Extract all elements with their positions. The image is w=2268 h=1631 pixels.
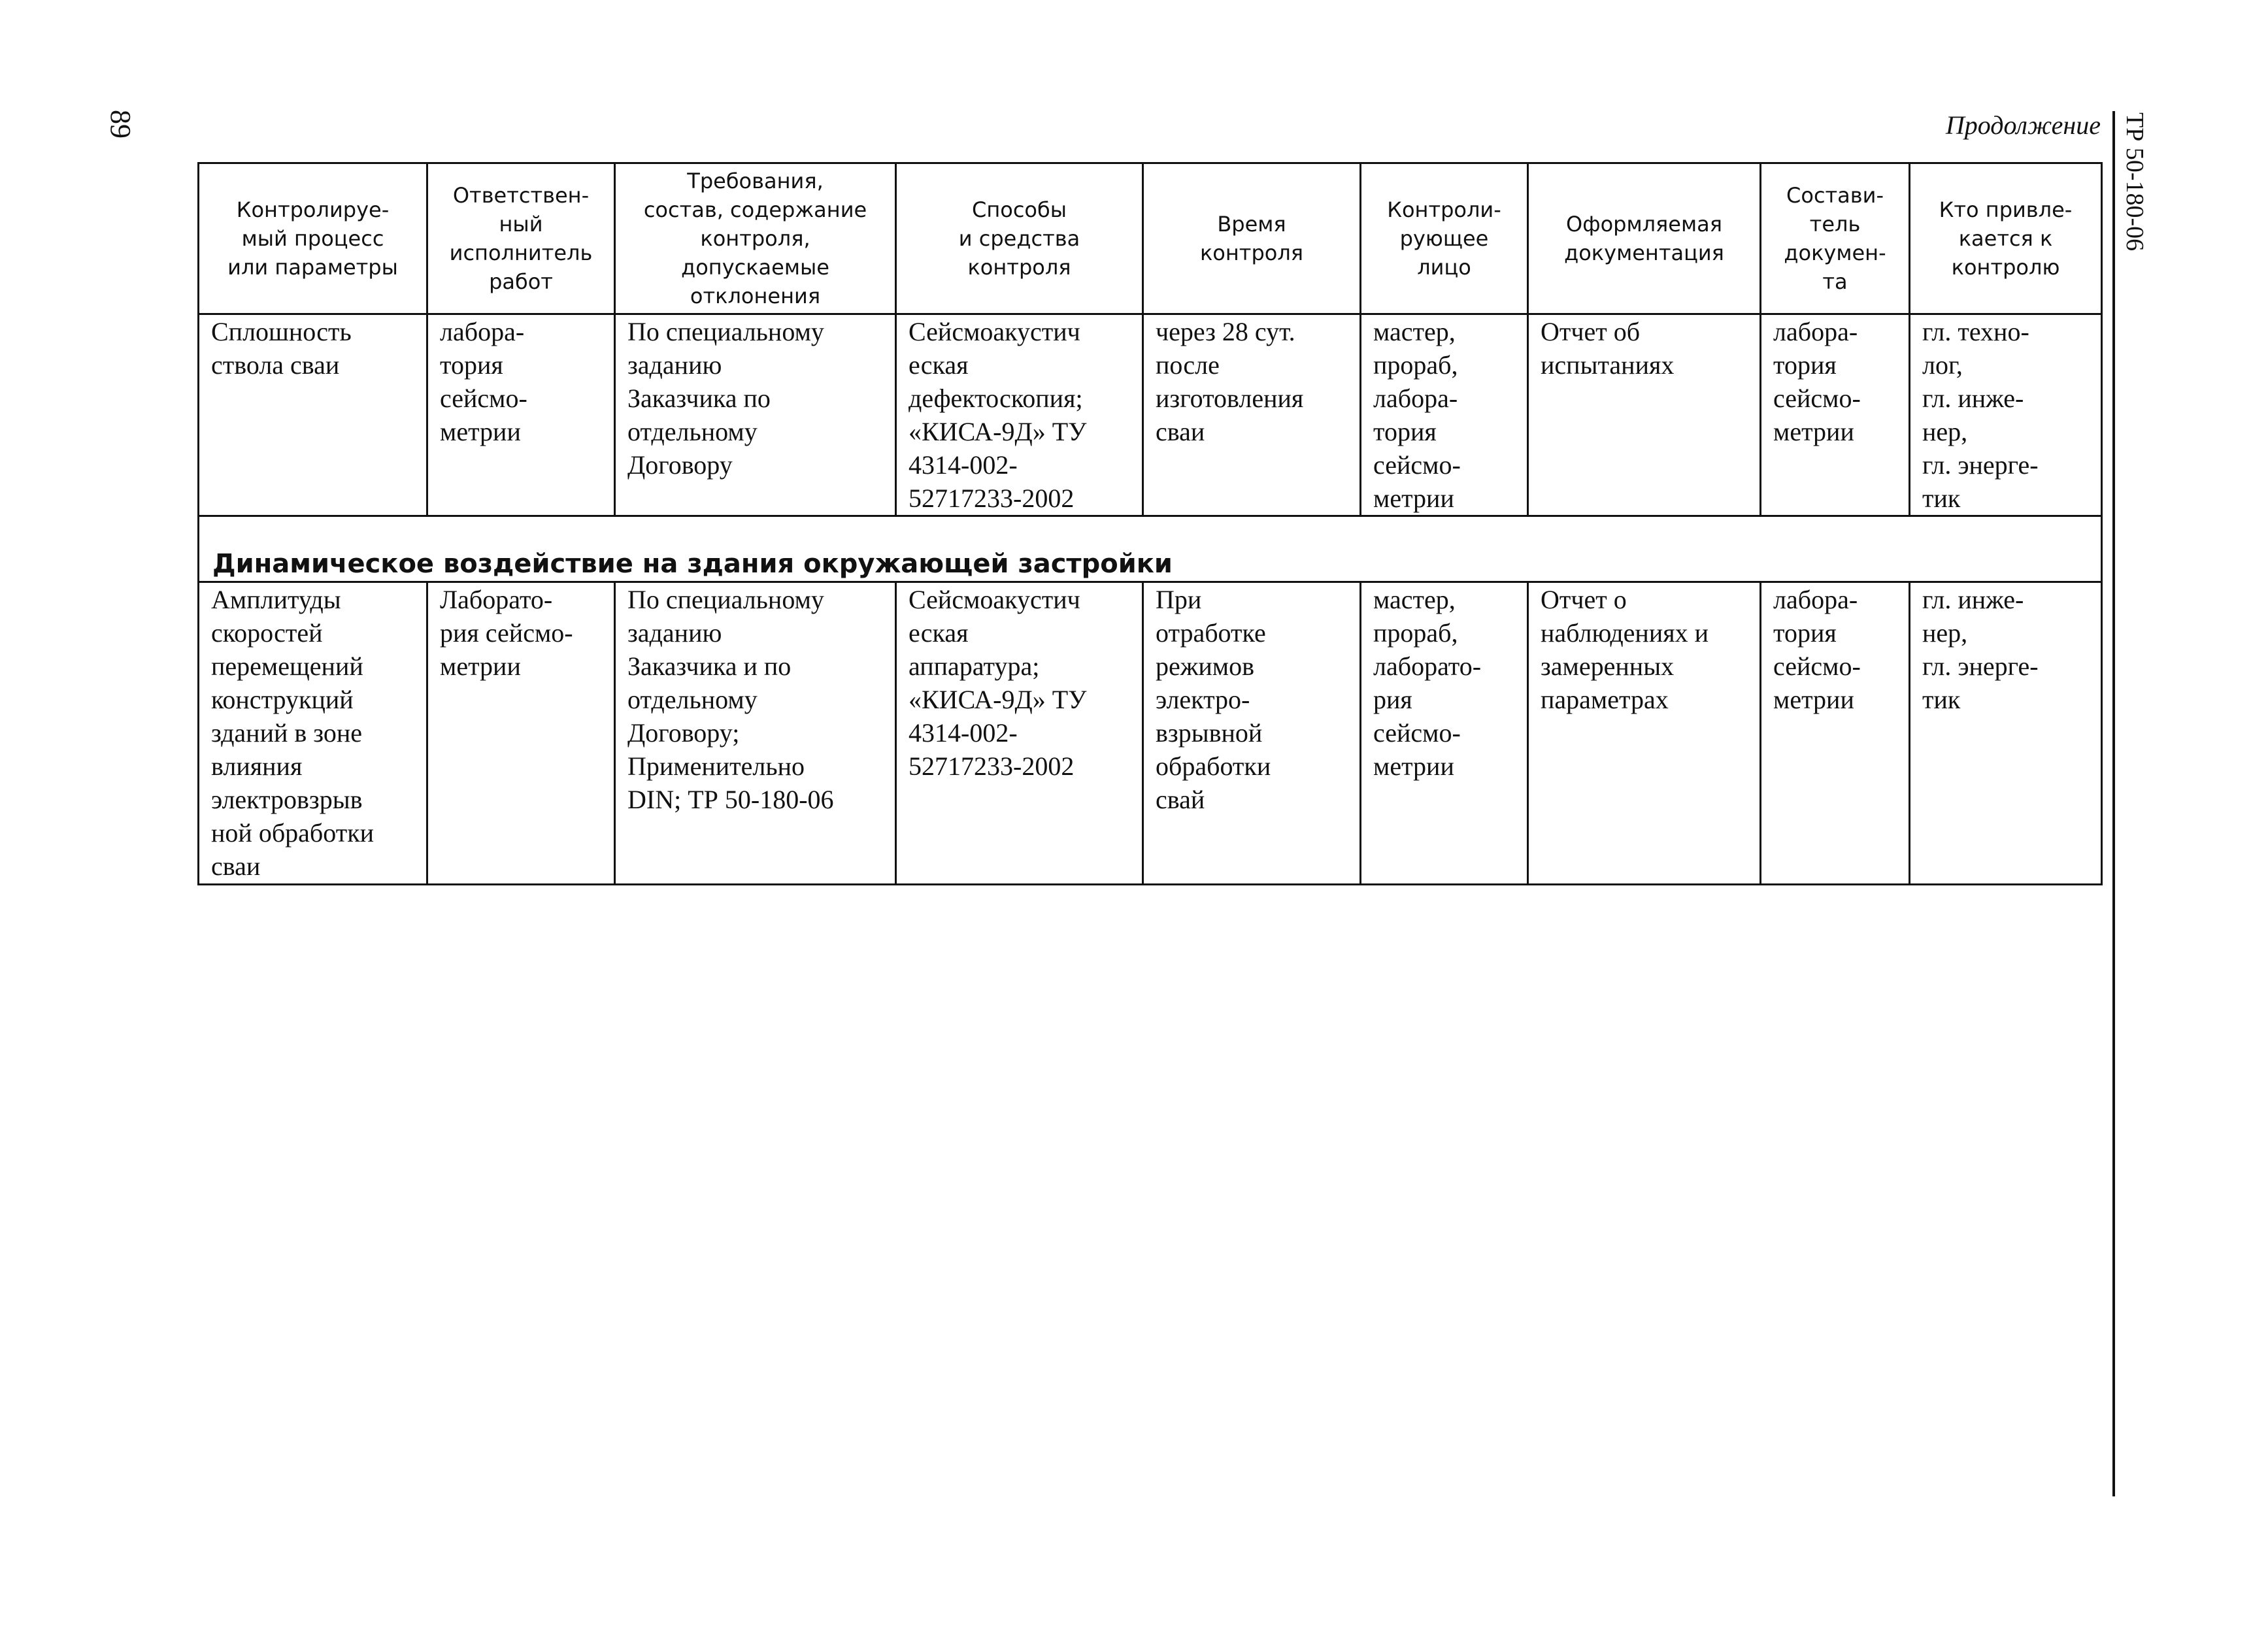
table-cell: По специальному заданию Заказчика по отдельному Договору — [615, 314, 896, 516]
table-cell: гл. инже- нер, гл. энерге- тик — [1910, 582, 2102, 885]
table-cell: Отчет о наблюдениях и замеренных параметрах — [1528, 582, 1761, 885]
table-cell: мастер, прораб, лабора- тория сейсмо- метрии — [1361, 314, 1528, 516]
header-cell: Время контроля — [1143, 163, 1361, 314]
table-cell: Сплошность ствола сваи — [199, 314, 427, 516]
table-cell: Лаборато- рия сейсмо- метрии — [427, 582, 615, 885]
header-cell: Контроли- рующее лицо — [1361, 163, 1528, 314]
table-cell: лабора- тория сейсмо- метрии — [1761, 582, 1910, 885]
table-cell: лабора- тория сейсмо- метрии — [1761, 314, 1910, 516]
document-code: ТР 50-180-06 — [2121, 112, 2148, 252]
table-cell: гл. техно- лог, гл. инже- нер, гл. энерге- тик — [1910, 314, 2102, 516]
section-row — [199, 516, 2102, 582]
header-cell: Требования, состав, содержание контроля, допускаемые отклонения — [615, 163, 896, 314]
header-cell: Кто привле- кается к контролю — [1910, 163, 2102, 314]
header-row — [199, 163, 2102, 314]
table-cell: Отчет об испытаниях — [1528, 314, 1761, 516]
table-row — [199, 314, 2102, 516]
control-table — [197, 162, 2103, 885]
table-row — [199, 582, 2102, 885]
continuation-label: Продолжение — [1945, 110, 2101, 140]
table-cell: лабора- тория сейсмо- метрии — [427, 314, 615, 516]
section-title: Динамическое воздействие на здания окружающей застройки — [199, 516, 2102, 582]
header-cell: Контролируе- мый процесс или параметры — [199, 163, 427, 314]
table-cell: Амплитуды скоростей перемещений конструкций зданий в зоне влияния электровзрыв ной обработки сваи — [199, 582, 427, 885]
header-cell: Ответствен- ный исполнитель работ — [427, 163, 615, 314]
header-cell: Способы и средства контроля — [896, 163, 1143, 314]
table-cell: мастер, прораб, лаборато- рия сейсмо- метрии — [1361, 582, 1528, 885]
header-cell: Состави- тель докумен- та — [1761, 163, 1910, 314]
table-cell: При отработке режимов электро- взрывной обработки свай — [1143, 582, 1361, 885]
header-cell: Оформляемая документация — [1528, 163, 1761, 314]
page-number: 89 — [105, 110, 137, 139]
table-cell: По специальному заданию Заказчика и по отдельному Договору; Применительно DIN; ТР 50-180-06 — [615, 582, 896, 885]
table-cell: через 28 сут. после изготовления сваи — [1143, 314, 1361, 516]
table-cell: Сейсмоакустич еская дефектоскопия; «КИСА-9Д» ТУ 4314-002- 52717233-2002 — [896, 314, 1143, 516]
table-cell: Сейсмоакустич еская аппаратура; «КИСА-9Д» ТУ 4314-002- 52717233-2002 — [896, 582, 1143, 885]
side-rule — [2112, 111, 2115, 1496]
